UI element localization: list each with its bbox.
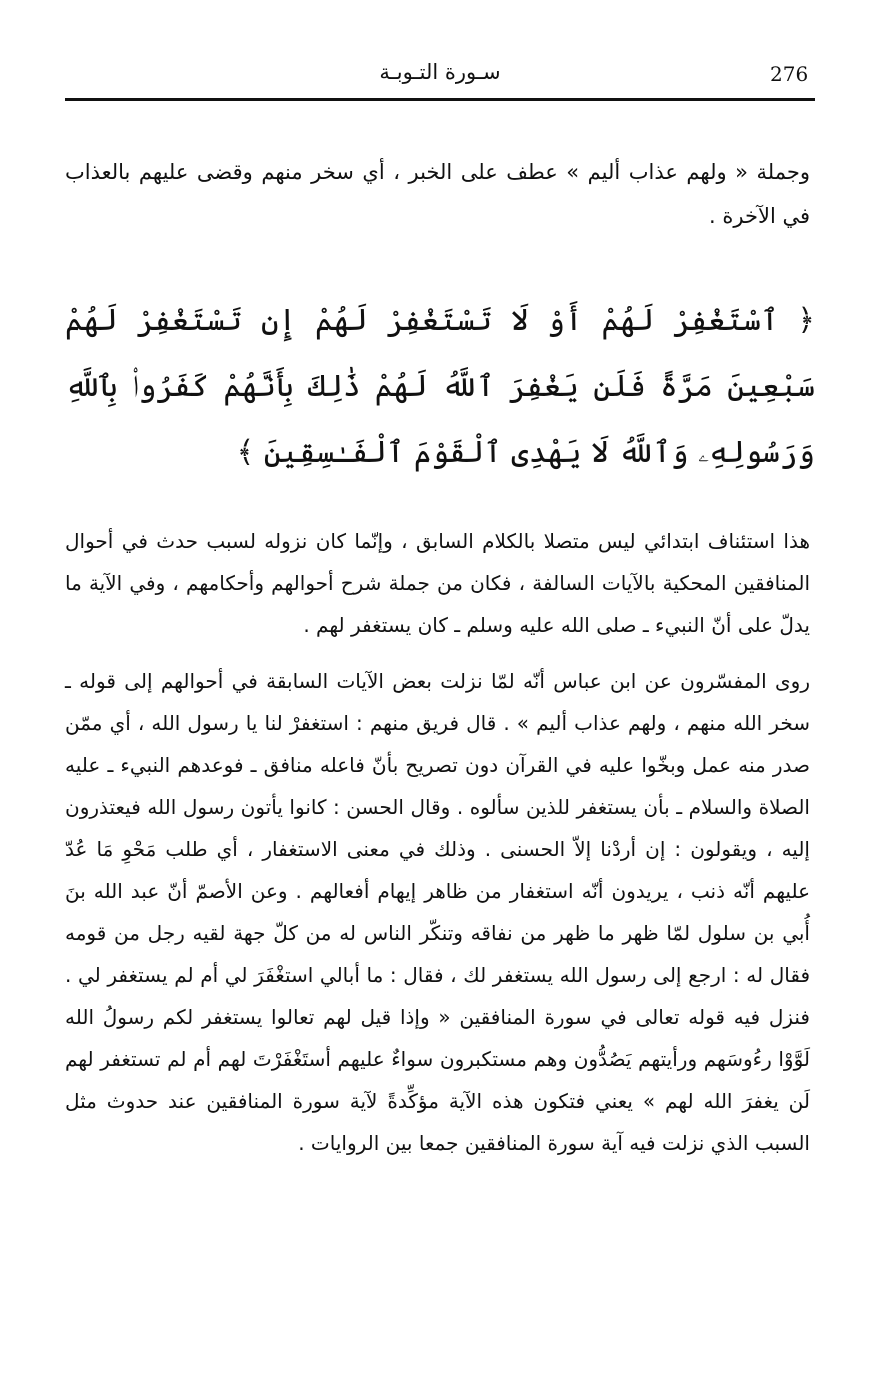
quran-verse: ﴿ ٱسْتَغْفِرْ لَهُمْ أَوْ لَا تَسْتَغْفِرْ لَهُمْ إِن تَسْتَغْفِرْ لَهُمْ سَبْعِينَ مَرَّةً فَلَن يَغْفِرَ ٱللَّهُ لَهُمْ ذَٰلِكَ بِأَنَّهُمْ كَفَرُوا۟ بِٱللَّهِ وَرَسُولِهِۦ وَٱللَّهُ لَا يَهْدِى ٱلْقَوْمَ ٱلْفَـٰسِقِينَ ﴾ — [65, 303, 815, 470]
running-title: سـورة التـوبـة — [379, 60, 501, 84]
paragraph-2: هذا استئناف ابتدائي ليس متصلا بالكلام السابق ، وإنّما كان نزوله لسبب حدث في أحوال المنافقين المحكية بالآيات السالفة ، فكان من جملة شرح أحوالهم وأحكامهم ، وفي الآية ما يدلّ على أنّ النبيء ـ صلى الله عليه وسلم ـ كان يستغفر لهم . — [65, 529, 810, 637]
header-rule — [65, 98, 815, 101]
paragraph-3: روى المفسّرون عن ابن عباس أنّه لمّا نزلت بعض الآيات السابقة في أحوالهم إلى قوله ـ سخر الله منهم ، ولهم عذاب أليم » . قال فريق منهم : استغفرْ لنا يا رسول الله ، أي ممّن صدر منه عمل وبخّوا عليه في القرآن دون تصريح بأنّ فاعله منافق ـ فوعدهم النبيء ـ عليه الصلاة والسلام ـ بأن يستغفر للذين سألوه . وقال الحسن : كانوا يأتون رسول الله فيعتذرون إليه ، ويقولون : إن أردْنا إلاّ الحسنى . وذلك في معنى الاستغفار ، أي طلب مَحْوِ مَا عُدّ عليهم أنّه ذنب ، يريدون أنّه استغفار من ظاهر إيهام أفعالهم . وعن الأصمّ أنّ عبد الله بنَ أُبي بن سلول لمّا ظهر ما ظهر من نفاقه وتنكّر الناس له من كلّ جهة لقيه رجل من قومه فقال له : ارجع إلى رسول الله يستغفر لك ، فقال : ما أبالي استغْفَرَ لي أم لم يستغفر لي . فنزل فيه قوله تعالى في سورة المنافقين « وإذا قيل لهم تعالوا يستغفر لكم رسولُ الله لَوَّوْا رءُوسَهم ورأيتهم يَصُدُّون وهم مستكبرون سواءٌ عليهم أستَغْفَرْتَ لهم أم لم تستغفر لهم لَن يغفرَ الله لهم » يعني فتكون هذه الآية مؤكِّدةً لآية سورة المنافقين عند حدوث مثل السبب الذي نزلت فيه آية سورة المنافقين جمعا بين الروايات . — [65, 669, 810, 1155]
paragraph-1: وجملة « ولهم عذاب أليم » عطف على الخبر ، أي سخر منهم وقضى عليهم بالعذاب في الآخرة . — [65, 160, 810, 228]
page-number: 276 — [770, 62, 809, 86]
